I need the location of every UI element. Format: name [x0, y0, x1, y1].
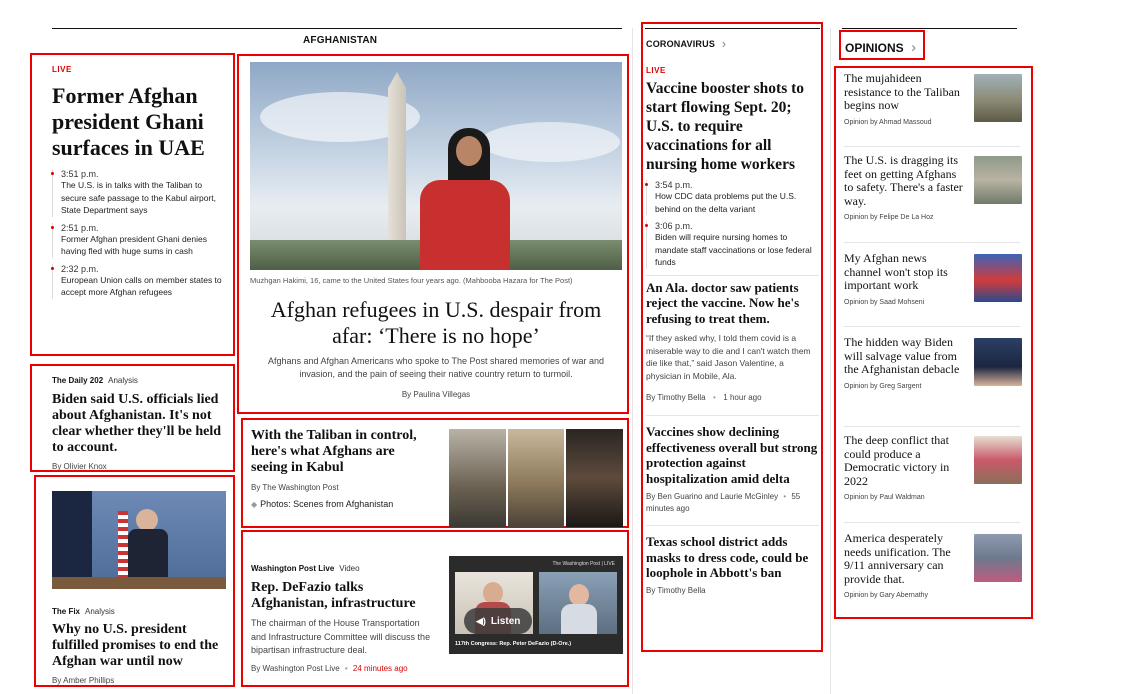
kabul-headline[interactable]: With the Taliban in control, here's what Afghans are seeing in Kabul — [251, 428, 417, 475]
live-label: LIVE — [52, 65, 72, 74]
opinion-thumbnail[interactable] — [974, 254, 1022, 302]
photo-panel — [566, 429, 623, 527]
listen-button[interactable] — [464, 608, 532, 634]
photo-curtain — [52, 491, 92, 589]
byline[interactable]: By Timothy Bella — [646, 393, 706, 402]
update-text[interactable]: Biden will require nursing homes to mandate staff vaccinations or lose federal funds — [655, 232, 812, 267]
opinion-item[interactable] — [844, 434, 1022, 501]
byline[interactable]: By Olivier Knox — [52, 462, 107, 471]
chevron-right-icon[interactable]: › — [721, 36, 727, 51]
photo-body — [561, 604, 597, 634]
listen-label[interactable]: Listen — [490, 615, 521, 627]
section-opinions[interactable]: OPINIONS — [845, 41, 904, 55]
chevron-right-icon[interactable]: › — [911, 39, 917, 56]
update-text[interactable]: The U.S. is in talks with the Taliban to secure safe passage to the Kabul airport, State Department says — [61, 180, 216, 215]
divider — [844, 242, 1020, 243]
opinion-thumbnail[interactable] — [974, 156, 1022, 204]
photo-cloud — [480, 122, 620, 162]
byline[interactable]: By Washington Post Live — [251, 663, 340, 673]
video-lower-third: 117th Congress: Rep. Peter DeFazio (D-Ore.) — [455, 641, 572, 647]
photo-face — [569, 584, 589, 606]
lead-headline[interactable]: Former Afghan president Ghani surfaces in UAE — [52, 83, 205, 160]
divider — [844, 426, 1020, 427]
opinion-item[interactable] — [844, 72, 1022, 126]
dot-separator: • — [344, 663, 348, 673]
story-quote: “If they asked why, I told them covid is a miserable way to die and I can't watch them die like that,” said Jason Valentine, a physician in Mobile, Ala. — [646, 333, 811, 381]
feature-headline[interactable]: Afghan refugees in U.S. despair from afar: ‘There is no hope’ — [270, 297, 602, 348]
opinions-header[interactable] — [839, 30, 925, 60]
diamond-icon: ◆ — [251, 500, 258, 509]
photo-floor — [52, 577, 226, 589]
defazio-headline[interactable]: Rep. DeFazio talks Afghanistan, infrastructure — [251, 580, 416, 611]
kicker[interactable] — [52, 370, 225, 388]
live-label: LIVE — [646, 66, 666, 75]
byline[interactable]: By Amber Phillips — [52, 676, 115, 685]
live-update-item[interactable] — [52, 223, 225, 258]
byline[interactable]: Opinion by Ahmad Massoud — [844, 118, 932, 126]
photo-panel — [508, 429, 565, 527]
daily202-headline[interactable]: Biden said U.S. officials lied about Afghanistan. It's not clear whether they'll be held to account. — [52, 392, 222, 455]
kabul-photo[interactable] — [449, 429, 623, 527]
live-update-item[interactable] — [646, 180, 819, 215]
byline-row — [646, 491, 819, 515]
byline-row — [646, 387, 819, 405]
update-time: 3:06 p.m. — [655, 221, 693, 231]
photo-suit — [128, 529, 168, 584]
live-update-item[interactable] — [52, 264, 225, 299]
section-coronavirus-label[interactable]: CORONAVIRUS — [646, 39, 716, 49]
opinion-thumbnail[interactable] — [974, 338, 1022, 386]
daily202-story[interactable] — [30, 364, 235, 472]
dot-separator: • — [713, 393, 716, 402]
opinions-list[interactable] — [834, 66, 1033, 619]
photos-link-label[interactable]: Photos: Scenes from Afghanistan — [260, 499, 394, 509]
opinion-headline[interactable]: The hidden way Biden will salvage value from the Afghanistan debacle — [844, 335, 960, 376]
update-time: 3:51 p.m. — [61, 169, 99, 179]
divider — [646, 525, 819, 526]
timestamp: 24 minutes ago — [352, 663, 408, 673]
kicker-type: Analysis — [108, 376, 138, 385]
kicker-type: Analysis — [85, 607, 115, 616]
opinion-item[interactable] — [844, 252, 1022, 306]
photo-face — [483, 582, 503, 604]
opinion-headline[interactable]: My Afghan news channel won't stop its important work — [844, 251, 948, 292]
photo-face — [456, 136, 482, 166]
video-pane-right — [539, 572, 617, 634]
opinion-headline[interactable]: The U.S. is dragging its feet on getting Afghans to safety. There's a faster way. — [844, 153, 963, 208]
corona-headline[interactable]: Vaccine booster shots to start flowing Sept. 20; U.S. to require vaccinations for all nursing home workers — [646, 80, 805, 173]
kicker-label[interactable]: The Daily 202 — [52, 376, 104, 385]
coronavirus-column[interactable] — [641, 22, 823, 652]
update-time: 2:51 p.m. — [61, 222, 99, 233]
divider — [844, 326, 1020, 327]
photo-panel — [449, 429, 506, 527]
update-time: 3:54 p.m. — [655, 180, 693, 190]
column-divider — [632, 28, 633, 694]
biden-photo[interactable] — [52, 491, 226, 589]
afghanistan-rule — [52, 28, 622, 29]
update-time: 2:32 p.m. — [61, 263, 99, 274]
kicker-label[interactable]: Washington Post Live — [251, 564, 335, 573]
live-updates — [52, 169, 225, 299]
byline[interactable]: By Ben Guarino and Laurie McGinley — [646, 492, 779, 501]
live-update-item[interactable] — [646, 221, 819, 269]
column-divider — [830, 28, 831, 694]
byline[interactable]: Opinion by Felipe De La Hoz — [844, 214, 934, 221]
kicker-type: Video — [339, 564, 360, 573]
photo-person — [136, 509, 158, 531]
opinion-thumbnail[interactable] — [974, 436, 1022, 484]
byline-row — [251, 664, 627, 673]
divider — [844, 146, 1020, 147]
feature-caption: Muzhgan Hakimi, 16, came to the United States four years ago. (Mahbooba Hazara for The Post) — [250, 276, 573, 285]
opinion-headline[interactable]: The mujahideen resistance to the Taliban begins now — [844, 71, 960, 112]
byline[interactable]: Opinion by Saad Mohseni — [844, 298, 925, 306]
section-afghanistan[interactable]: AFGHANISTAN — [303, 35, 378, 46]
opinion-item[interactable] — [844, 154, 1022, 221]
timestamp: 55 minutes ago — [646, 492, 801, 513]
kicker-label[interactable]: The Fix — [52, 607, 81, 616]
live-update-item[interactable] — [52, 169, 225, 217]
lead-story[interactable] — [30, 53, 235, 356]
byline[interactable]: Opinion by Gary Abernathy — [844, 592, 929, 599]
opinion-thumbnail[interactable] — [974, 74, 1022, 122]
thefix-story[interactable] — [34, 475, 235, 687]
divider — [646, 275, 819, 276]
update-text[interactable]: Former Afghan president Ghani denies having fled with huge sums in cash — [61, 233, 208, 256]
defazio-story[interactable] — [241, 530, 629, 687]
photo-dress — [420, 180, 510, 270]
opinion-thumbnail[interactable] — [974, 534, 1022, 582]
update-text[interactable]: How CDC data problems put the U.S. behind on the delta variant — [655, 191, 797, 214]
feature-story[interactable] — [237, 54, 629, 414]
opinion-headline[interactable]: The deep conflict that could produce a Democratic victory in 2022 — [844, 433, 950, 488]
defazio-blurb: The chairman of the House Transportation and Infrastructure Committee will discuss the bipartisan infrastructure deal. — [251, 618, 431, 655]
video-thumbnail[interactable] — [449, 556, 623, 654]
feature-blurb: Afghans and Afghan Americans who spoke to The Post shared memories of war and invasion, and the pain of seeing their native country return to turmoil. — [267, 356, 605, 379]
timestamp: 1 hour ago — [723, 393, 762, 402]
kabul-story[interactable] — [241, 418, 629, 528]
story-headline[interactable]: Texas school district adds masks to dress code, could be loophole in Abbott's ban — [646, 534, 809, 580]
story-headline[interactable]: Vaccines show declining effectiveness overall but strong protection against hospitalization amid delta — [646, 424, 818, 486]
byline[interactable]: Opinion by Paul Waldman — [844, 494, 925, 501]
photo-flag — [118, 511, 128, 581]
byline[interactable]: By The Washington Post — [251, 483, 339, 492]
opinion-item[interactable] — [844, 532, 1022, 599]
divider — [646, 415, 819, 416]
dot-separator: • — [783, 492, 787, 501]
update-text[interactable]: European Union calls on member states to accept more Afghan refugees — [61, 274, 222, 297]
divider — [844, 522, 1020, 523]
opinion-headline[interactable]: America desperately needs unification. The 9/11 anniversary can provide that. — [844, 531, 951, 586]
opinions-rule — [842, 28, 1017, 29]
byline[interactable]: Opinion by Greg Sargent — [844, 382, 922, 390]
kicker[interactable] — [52, 601, 225, 619]
byline[interactable]: By Timothy Bella — [646, 585, 706, 595]
opinion-item[interactable] — [844, 336, 1022, 390]
thefix-headline[interactable]: Why no U.S. president fulfilled promises to end the Afghan war until now — [52, 622, 219, 669]
speaker-icon: ◀) — [476, 615, 486, 626]
byline[interactable]: By Paulina Villegas — [401, 390, 471, 399]
story-headline[interactable]: An Ala. doctor saw patients reject the vaccine. Now he's refusing to treat them. — [646, 279, 800, 326]
video-brand: The Washington Post | LIVE — [552, 561, 615, 567]
feature-photo[interactable] — [250, 62, 622, 270]
